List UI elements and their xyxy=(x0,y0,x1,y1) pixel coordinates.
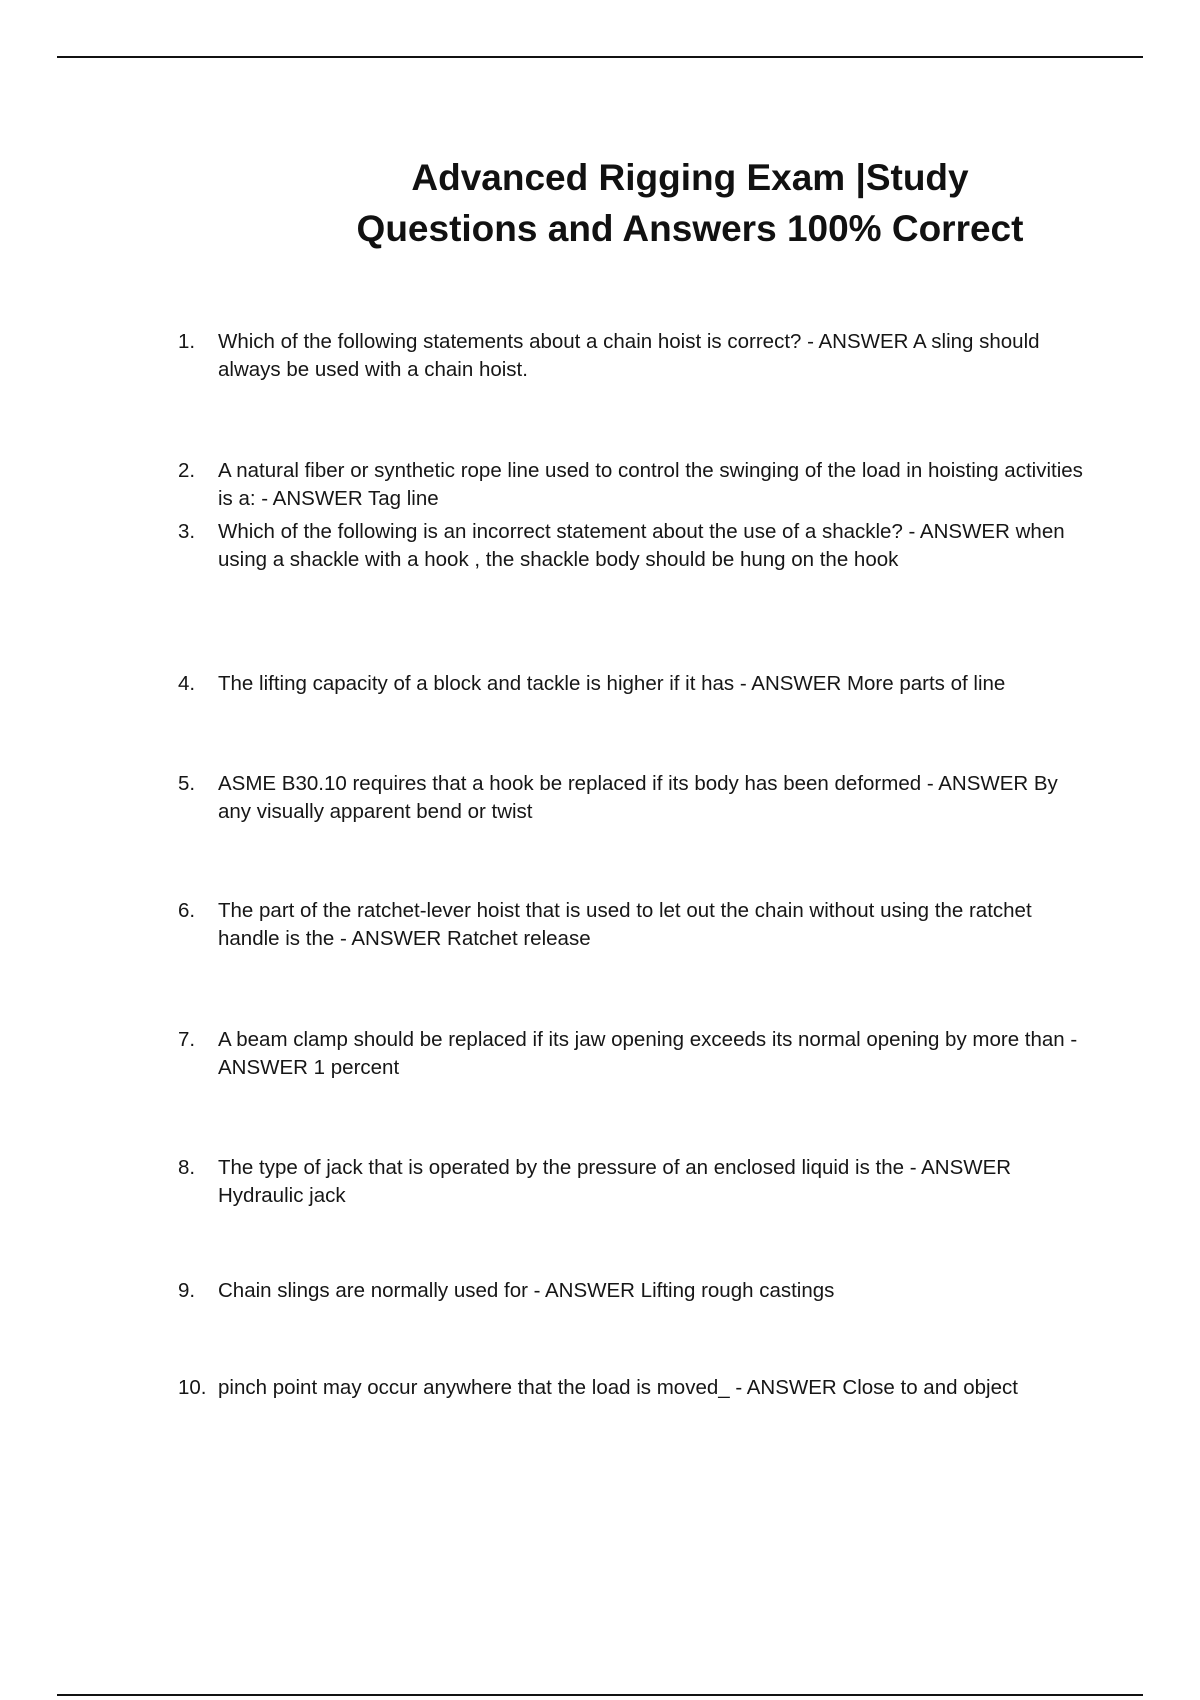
list-item xyxy=(178,1026,1090,1082)
list-item xyxy=(178,897,1090,953)
item-number: 1. xyxy=(178,330,196,353)
item-text: A natural fiber or synthetic rope line used to control the swinging of the load in hoisting activities is a: - ANSWER Tag line xyxy=(218,459,1083,510)
item-number: 10. xyxy=(178,1376,207,1399)
list-item xyxy=(178,770,1090,826)
item-number: 8. xyxy=(178,1156,196,1179)
item-text: The part of the ratchet-lever hoist that is used to let out the chain without using the ratchet handle is the - ANSWER Ratchet release xyxy=(218,899,1032,950)
item-number: 7. xyxy=(178,1028,196,1051)
item-text: Which of the following statements about a chain hoist is correct? - ANSWER A sling should always be used with a chain hoist. xyxy=(218,330,1040,381)
item-text: pinch point may occur anywhere that the load is moved_ - ANSWER Close to and object xyxy=(218,1376,1018,1399)
title-line-1: Advanced Rigging Exam |Study xyxy=(411,157,969,198)
item-number: 6. xyxy=(178,899,196,922)
list-item xyxy=(178,457,1090,513)
list-item xyxy=(178,1277,1090,1305)
item-number: 9. xyxy=(178,1279,196,1302)
list-item xyxy=(178,670,1090,698)
list-item xyxy=(178,328,1090,384)
list-item xyxy=(178,518,1090,574)
bottom-rule xyxy=(57,1694,1143,1696)
item-number: 4. xyxy=(178,672,196,695)
item-number: 5. xyxy=(178,772,196,795)
item-text: ASME B30.10 requires that a hook be replaced if its body has been deformed - ANSWER By any visually apparent bend or twist xyxy=(218,772,1058,823)
title-line-2: Questions and Answers 100% Correct xyxy=(356,208,1024,249)
list-item xyxy=(178,1374,1090,1402)
item-text: The type of jack that is operated by the pressure of an enclosed liquid is the - ANSWER Hydraulic jack xyxy=(218,1156,1012,1207)
item-text: Which of the following is an incorrect statement about the use of a shackle? - ANSWER when using a shackle with a hook , the shackle body should be hung on the hook xyxy=(218,520,1065,571)
list-item xyxy=(178,1154,1090,1210)
item-number: 2. xyxy=(178,459,196,482)
item-number: 3. xyxy=(178,520,196,543)
item-text: The lifting capacity of a block and tackle is higher if it has - ANSWER More parts of line xyxy=(218,672,1006,695)
item-text: A beam clamp should be replaced if its jaw opening exceeds its normal opening by more than - ANSWER 1 percent xyxy=(218,1028,1078,1079)
item-text: Chain slings are normally used for - ANSWER Lifting rough castings xyxy=(218,1279,835,1302)
